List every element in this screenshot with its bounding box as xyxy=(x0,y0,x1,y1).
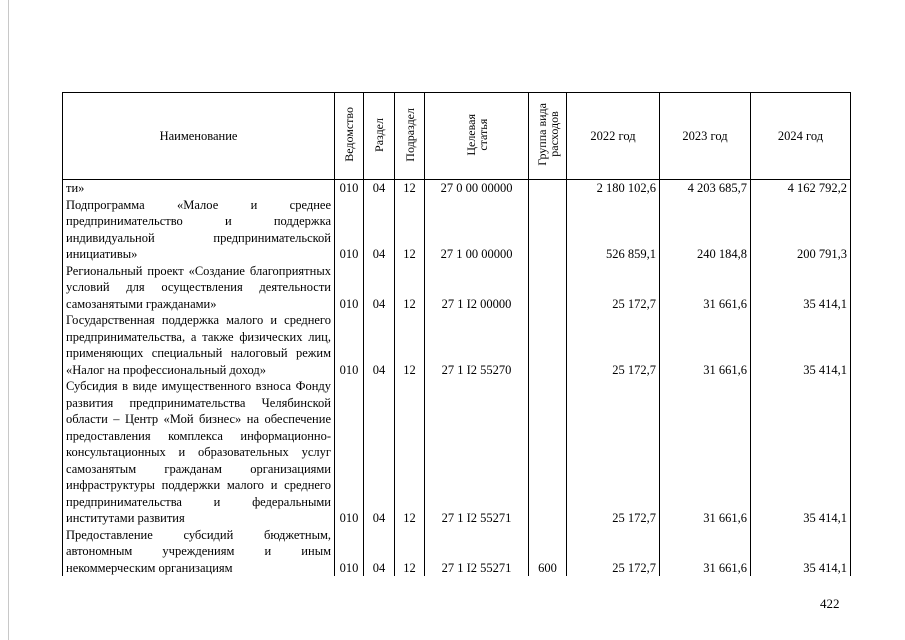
table-row xyxy=(63,527,851,577)
row-group xyxy=(529,263,567,313)
table-row xyxy=(63,312,851,378)
row-name: Субсидия в виде имущественного взноса Фонду развития предпринимательства Челябинской области – Центр «Мой бизнес» на обеспечение предоставления комплекса информационно-консультационных и образовательных услуг самозанятым гражданам организациями инфраструктуры поддержки малого и среднего предпринимательства и федеральными институтами развития xyxy=(63,378,335,527)
row-2023: 240 184,8 xyxy=(660,197,751,263)
row-target: 27 1 00 00000 xyxy=(425,197,529,263)
row-group xyxy=(529,197,567,263)
row-section: 04 xyxy=(364,197,395,263)
budget-table xyxy=(62,92,851,576)
row-2023: 31 661,6 xyxy=(660,378,751,527)
header-row xyxy=(63,93,851,180)
header-target: Целевая статья xyxy=(425,93,529,180)
row-2023: 31 661,6 xyxy=(660,263,751,313)
table-row xyxy=(63,263,851,313)
row-subsection: 12 xyxy=(395,180,425,197)
row-ministry: 010 xyxy=(335,180,364,197)
row-section: 04 xyxy=(364,527,395,577)
row-section: 04 xyxy=(364,378,395,527)
row-subsection: 12 xyxy=(395,197,425,263)
row-subsection: 12 xyxy=(395,378,425,527)
table-row xyxy=(63,378,851,527)
row-2022: 25 172,7 xyxy=(567,263,660,313)
row-group xyxy=(529,312,567,378)
row-target: 27 1 I2 55270 xyxy=(425,312,529,378)
row-section: 04 xyxy=(364,180,395,197)
header-expense-group: Группа вида расходов xyxy=(529,93,567,180)
row-target: 27 0 00 00000 xyxy=(425,180,529,197)
row-2022: 25 172,7 xyxy=(567,312,660,378)
row-2024: 35 414,1 xyxy=(751,378,851,527)
row-subsection: 12 xyxy=(395,527,425,577)
row-target: 27 1 I2 00000 xyxy=(425,263,529,313)
header-subsection: Подраздел xyxy=(395,93,425,180)
row-group xyxy=(529,378,567,527)
row-group xyxy=(529,180,567,197)
row-ministry: 010 xyxy=(335,312,364,378)
row-2023: 31 661,6 xyxy=(660,527,751,577)
row-2022: 526 859,1 xyxy=(567,197,660,263)
row-section: 04 xyxy=(364,312,395,378)
row-subsection: 12 xyxy=(395,312,425,378)
row-2022: 2 180 102,6 xyxy=(567,180,660,197)
row-ministry: 010 xyxy=(335,197,364,263)
row-name: Подпрограмма «Малое и среднее предпринимательство и поддержка индивидуальной предпринимательской инициативы» xyxy=(63,197,335,263)
row-subsection: 12 xyxy=(395,263,425,313)
row-ministry: 010 xyxy=(335,378,364,527)
row-name: ти» xyxy=(63,180,335,197)
row-ministry: 010 xyxy=(335,527,364,577)
row-2022: 25 172,7 xyxy=(567,527,660,577)
row-group: 600 xyxy=(529,527,567,577)
row-target: 27 1 I2 55271 xyxy=(425,378,529,527)
header-name: Наименование xyxy=(63,93,335,180)
table-row xyxy=(63,180,851,197)
header-2022: 2022 год xyxy=(567,93,660,180)
row-name: Государственная поддержка малого и среднего предпринимательства, а также физических лиц, применяющих специальный налоговый режим «Налог на профессиональный доход» xyxy=(63,312,335,378)
header-2024: 2024 год xyxy=(751,93,851,180)
row-2023: 31 661,6 xyxy=(660,312,751,378)
row-2022: 25 172,7 xyxy=(567,378,660,527)
header-section: Раздел xyxy=(364,93,395,180)
row-name: Предоставление субсидий бюджетным, автономным учреждениям и иным некоммерческим организациям xyxy=(63,527,335,577)
row-2024: 35 414,1 xyxy=(751,312,851,378)
header-ministry: Ведомство xyxy=(335,93,364,180)
row-2024: 35 414,1 xyxy=(751,527,851,577)
row-section: 04 xyxy=(364,263,395,313)
row-ministry: 010 xyxy=(335,263,364,313)
table-row xyxy=(63,197,851,263)
row-target: 27 1 I2 55271 xyxy=(425,527,529,577)
row-2023: 4 203 685,7 xyxy=(660,180,751,197)
page-edge xyxy=(8,0,9,640)
header-2023: 2023 год xyxy=(660,93,751,180)
row-2024: 35 414,1 xyxy=(751,263,851,313)
page-number: 422 xyxy=(820,596,840,611)
row-name: Региональный проект «Создание благоприятных условий для осуществления деятельности самозанятыми гражданами» xyxy=(63,263,335,313)
row-2024: 200 791,3 xyxy=(751,197,851,263)
row-2024: 4 162 792,2 xyxy=(751,180,851,197)
